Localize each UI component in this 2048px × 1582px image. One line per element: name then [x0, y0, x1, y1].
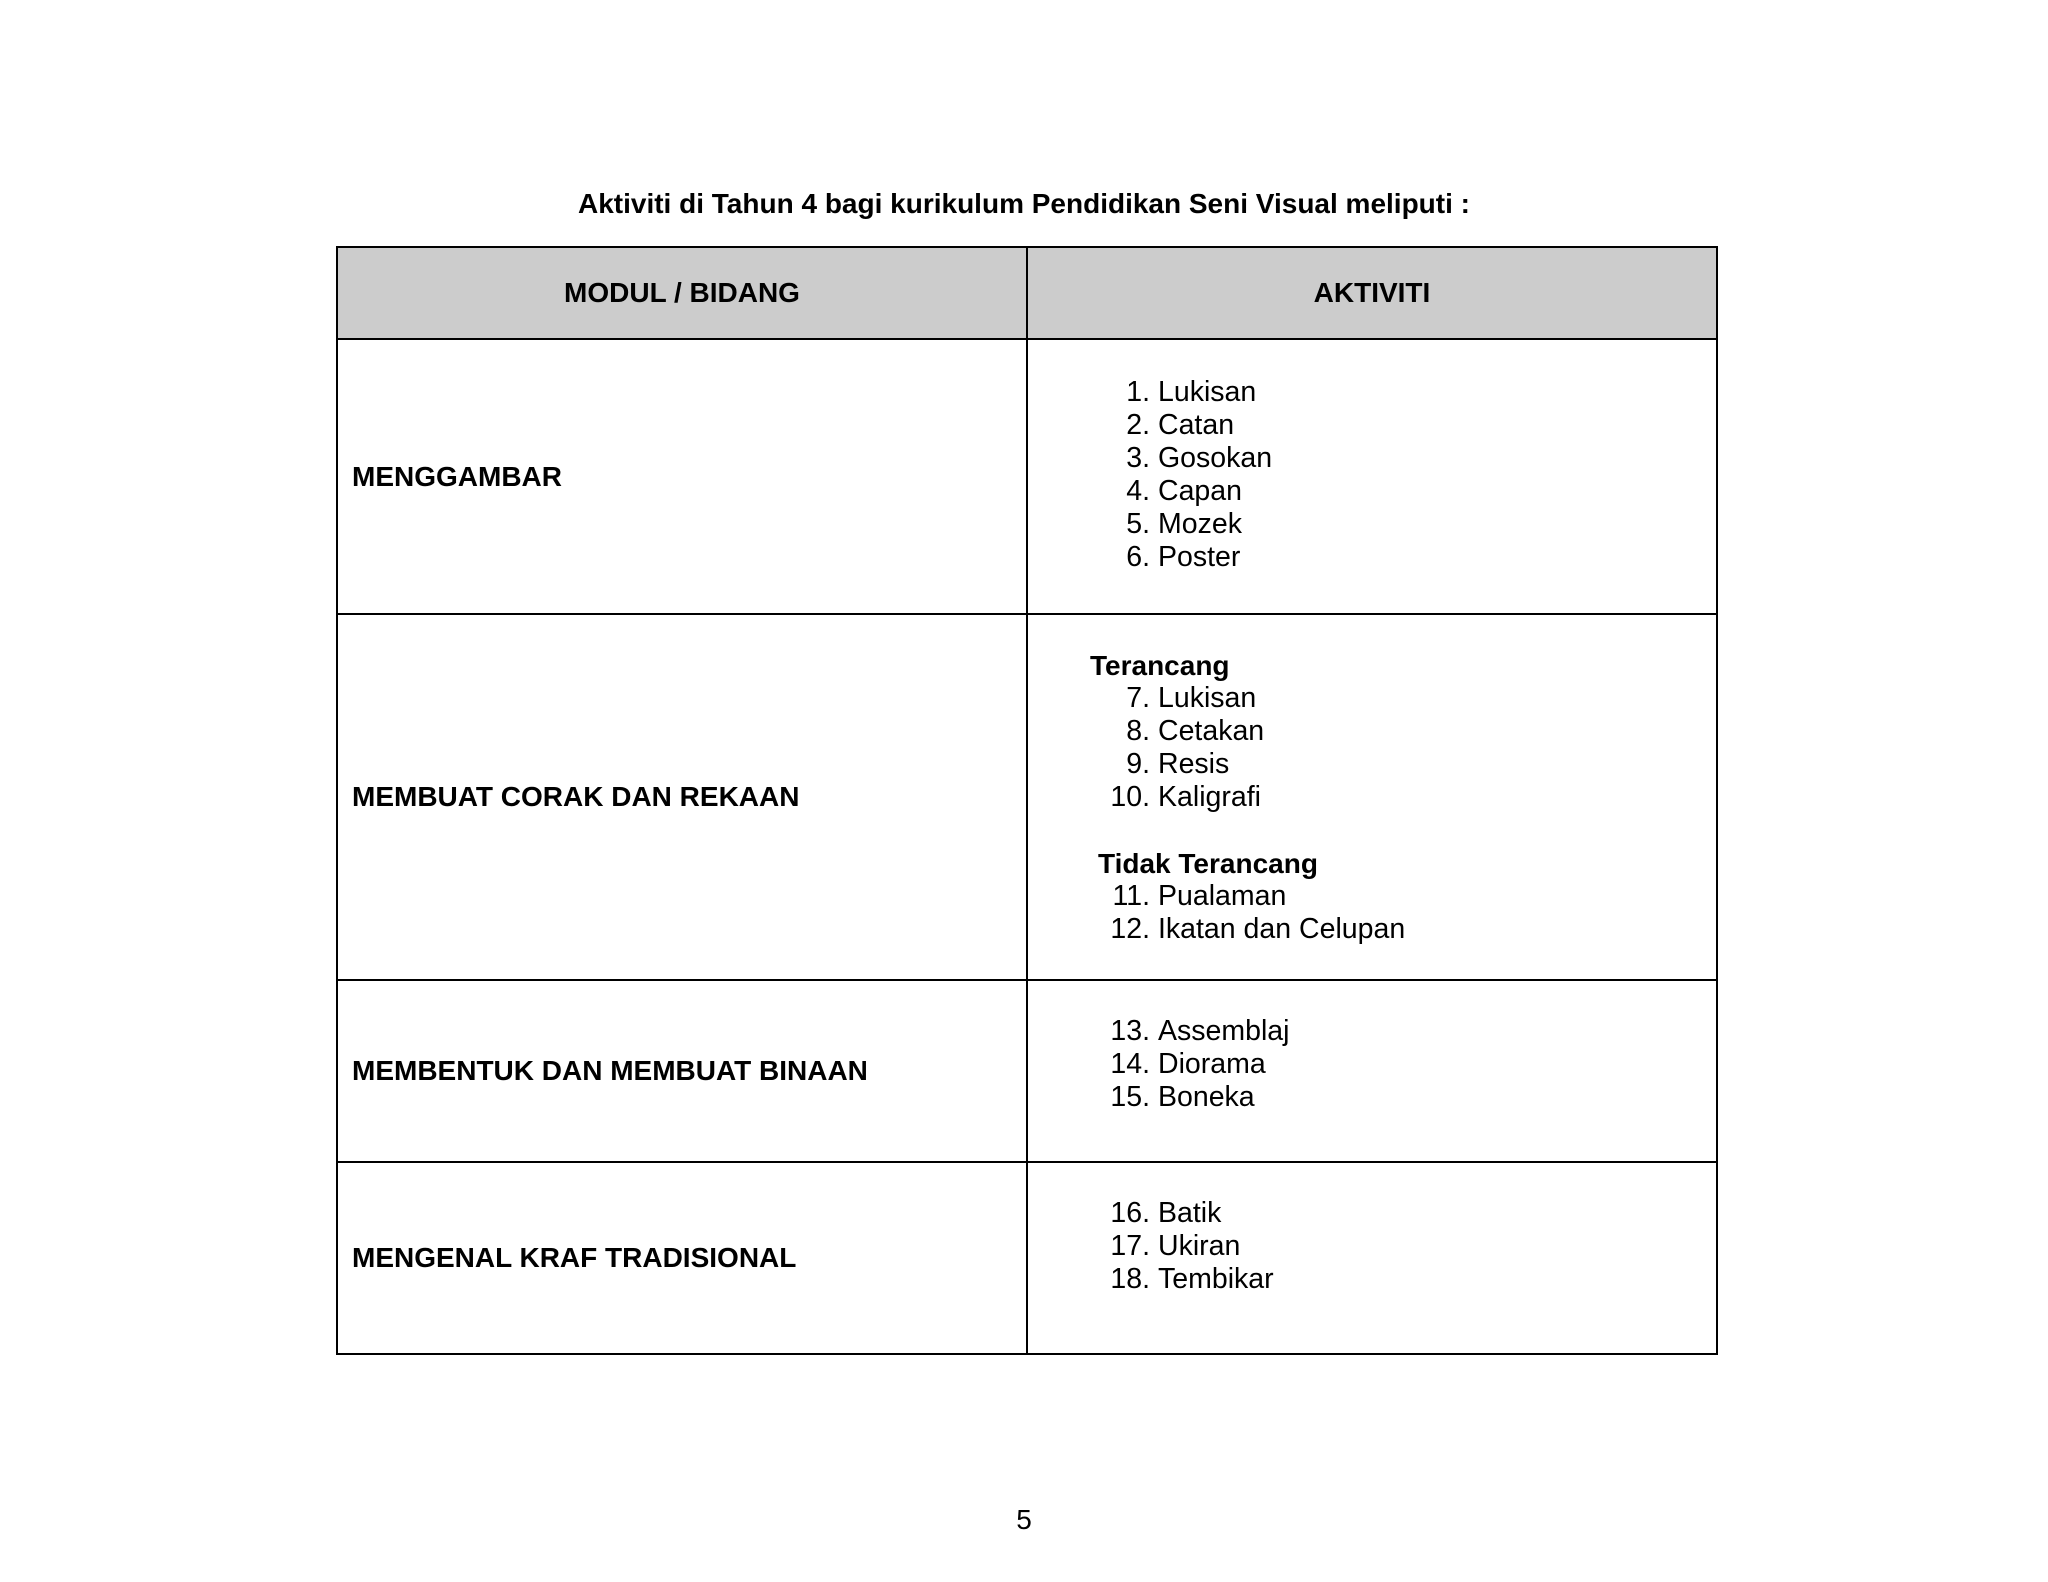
item-number: 12. [1110, 913, 1150, 945]
list-item [1104, 508, 1716, 541]
item-label: Resis [1158, 748, 1230, 780]
item-number: 1. [1126, 376, 1150, 408]
module-cell: MENGENAL KRAF TRADISIONAL [337, 1162, 1027, 1354]
item-number: 11. [1112, 880, 1150, 912]
item-label: Assemblaj [1158, 1015, 1290, 1047]
activity-list [1028, 1015, 1716, 1114]
item-label: Lukisan [1158, 682, 1257, 714]
list-item [1104, 781, 1716, 814]
item-label: Ukiran [1158, 1230, 1241, 1262]
list-item [1104, 475, 1716, 508]
item-number: 17. [1110, 1230, 1150, 1262]
item-label: Kaligrafi [1158, 781, 1261, 813]
item-label: Lukisan [1158, 376, 1257, 408]
header-activity: AKTIVITI [1027, 247, 1717, 339]
group-heading: Terancang [1090, 650, 1230, 681]
activity-cell [1027, 1162, 1717, 1354]
item-number: 7. [1126, 682, 1150, 714]
list-item [1104, 442, 1716, 475]
item-number: 4. [1126, 475, 1150, 507]
module-cell: MEMBUAT CORAK DAN REKAAN [337, 614, 1027, 980]
item-label: Mozek [1158, 508, 1242, 540]
table-row [337, 614, 1717, 980]
item-number: 3. [1126, 442, 1150, 474]
list-item [1104, 1230, 1716, 1263]
item-number: 18. [1110, 1263, 1150, 1295]
item-number: 9. [1126, 748, 1150, 780]
item-number: 14. [1110, 1048, 1150, 1080]
list-item [1104, 880, 1716, 913]
activity-list [1028, 880, 1716, 946]
header-module: MODUL / BIDANG [337, 247, 1027, 339]
item-number: 15. [1110, 1081, 1150, 1113]
activity-cell [1027, 614, 1717, 980]
list-item [1104, 1048, 1716, 1081]
item-label: Catan [1158, 409, 1235, 441]
item-label: Ikatan dan Celupan [1158, 913, 1406, 945]
group-heading: Tidak Terancang [1098, 848, 1318, 879]
module-cell: MENGGAMBAR [337, 339, 1027, 614]
item-number: 2. [1126, 409, 1150, 441]
activity-list [1028, 376, 1716, 574]
item-label: Batik [1158, 1197, 1222, 1229]
curriculum-table [336, 246, 1718, 1355]
list-item [1104, 1197, 1716, 1230]
item-number: 5. [1126, 508, 1150, 540]
table-row [337, 1162, 1717, 1354]
item-label: Diorama [1158, 1048, 1266, 1080]
list-item [1104, 1081, 1716, 1114]
activity-list [1028, 682, 1716, 814]
list-item [1104, 409, 1716, 442]
item-label: Cetakan [1158, 715, 1265, 747]
item-number: 6. [1126, 541, 1150, 573]
list-item [1104, 913, 1716, 946]
item-number: 13. [1110, 1015, 1150, 1047]
item-label: Tembikar [1158, 1263, 1274, 1295]
table-row [337, 980, 1717, 1162]
list-item [1104, 748, 1716, 781]
list-item [1104, 376, 1716, 409]
list-item [1104, 1263, 1716, 1296]
list-item [1104, 1015, 1716, 1048]
activity-cell [1027, 339, 1717, 614]
activity-cell [1027, 980, 1717, 1162]
page-number: 5 [1016, 1504, 1032, 1535]
item-label: Pualaman [1158, 880, 1287, 912]
item-label: Boneka [1158, 1081, 1255, 1113]
table-row [337, 339, 1717, 614]
list-item [1104, 715, 1716, 748]
table-header-row [337, 247, 1717, 339]
item-number: 10. [1110, 781, 1150, 813]
item-label: Capan [1158, 475, 1242, 507]
page-title: Aktiviti di Tahun 4 bagi kurikulum Pendidikan Seni Visual meliputi : [577, 188, 1470, 219]
list-item [1104, 541, 1716, 574]
list-item [1104, 682, 1716, 715]
activity-list [1028, 1197, 1716, 1296]
item-label: Gosokan [1158, 442, 1273, 474]
item-number: 8. [1126, 715, 1150, 747]
item-label: Poster [1158, 541, 1241, 573]
item-number: 16. [1110, 1197, 1150, 1229]
module-cell: MEMBENTUK DAN MEMBUAT BINAAN [337, 980, 1027, 1162]
